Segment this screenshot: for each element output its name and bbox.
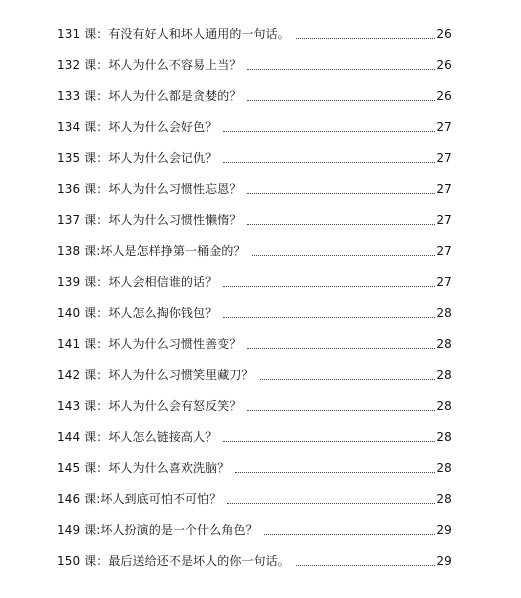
- toc-entry[interactable]: [57, 85, 452, 107]
- toc-entry[interactable]: [57, 271, 452, 293]
- dot-leader: [247, 193, 435, 194]
- toc-entry[interactable]: [57, 550, 452, 572]
- toc-entry-title: 143 课：坏人为什么会有怒反笑？: [57, 399, 242, 413]
- dot-leader: [247, 224, 435, 225]
- toc-entry-page: 28: [436, 306, 452, 320]
- dot-leader: [247, 69, 435, 70]
- toc-entry-title: 150 课：最后送给还不是坏人的你一句话。: [57, 554, 290, 568]
- toc-entry-title: 141 课：坏人为什么习惯性善变？: [57, 337, 242, 351]
- toc-entry-page: 28: [436, 492, 452, 506]
- toc-entry-title: 146 课:坏人到底可怕不可怕？: [57, 492, 222, 506]
- toc-entry[interactable]: [57, 147, 452, 169]
- toc-entry-title: 142 课：坏人为什么习惯笑里藏刀？: [57, 368, 254, 382]
- dot-leader: [260, 379, 436, 380]
- toc-entry[interactable]: [57, 426, 452, 448]
- toc-entry-page: 27: [436, 182, 452, 196]
- toc-entry[interactable]: [57, 488, 452, 510]
- toc-entry-title: 132 课：坏人为什么不容易上当？: [57, 58, 242, 72]
- toc-entry[interactable]: [57, 519, 452, 541]
- toc-entry-page: 27: [436, 275, 452, 289]
- dot-leader: [223, 162, 435, 163]
- toc-entry[interactable]: [57, 240, 452, 262]
- toc-entry-page: 27: [436, 213, 452, 227]
- toc-entry-page: 26: [436, 89, 452, 103]
- toc-entry-title: 133 课：坏人为什么都是贪婪的？: [57, 89, 242, 103]
- toc-entry[interactable]: [57, 395, 452, 417]
- toc-entry-page: 27: [436, 244, 452, 258]
- toc-entry[interactable]: [57, 116, 452, 138]
- toc-entry[interactable]: [57, 333, 452, 355]
- toc-entry-page: 28: [436, 368, 452, 382]
- toc-entry-page: 28: [436, 461, 452, 475]
- toc-entry-page: 29: [436, 523, 452, 537]
- dot-leader: [223, 286, 435, 287]
- toc-entry-title: 136 课：坏人为什么习惯性忘恩？: [57, 182, 242, 196]
- toc-entry-page: 26: [436, 27, 452, 41]
- toc-entry-title: 138 课:坏人是怎样挣第一桶金的？: [57, 244, 246, 258]
- dot-leader: [252, 255, 436, 256]
- dot-leader: [296, 565, 436, 566]
- toc-entry-page: 26: [436, 58, 452, 72]
- toc-entry-page: 28: [436, 399, 452, 413]
- toc-entry[interactable]: [57, 178, 452, 200]
- dot-leader: [247, 348, 435, 349]
- toc-entry[interactable]: [57, 457, 452, 479]
- toc-entry-page: 28: [436, 430, 452, 444]
- dot-leader: [296, 38, 436, 39]
- toc-entry-title: 144 课：坏人怎么链接高人？: [57, 430, 218, 444]
- dot-leader: [247, 100, 435, 101]
- toc-entry-page: 28: [436, 337, 452, 351]
- toc-entry[interactable]: [57, 54, 452, 76]
- dot-leader: [235, 472, 435, 473]
- toc-entry-page: 27: [436, 151, 452, 165]
- dot-leader: [264, 534, 436, 535]
- toc-entry[interactable]: [57, 23, 452, 45]
- toc-entry-title: 149 课:坏人扮演的是一个什么角色？: [57, 523, 258, 537]
- toc-entry-title: 137 课：坏人为什么习惯性懒惰？: [57, 213, 242, 227]
- toc-entry[interactable]: [57, 209, 452, 231]
- toc-entry-title: 135 课：坏人为什么会记仇？: [57, 151, 218, 165]
- toc-entry[interactable]: [57, 364, 452, 386]
- dot-leader: [223, 441, 435, 442]
- dot-leader: [227, 503, 435, 504]
- toc-entry-title: 134 课：坏人为什么会好色？: [57, 120, 218, 134]
- dot-leader: [223, 131, 435, 132]
- toc-entry-title: 140 课：坏人怎么掏你钱包？: [57, 306, 218, 320]
- toc-entry[interactable]: [57, 302, 452, 324]
- toc-entry-title: 145 课：坏人为什么喜欢洗脑？: [57, 461, 230, 475]
- toc-entry-page: 29: [436, 554, 452, 568]
- dot-leader: [223, 317, 435, 318]
- toc-entry-title: 131 课：有没有好人和坏人通用的一句话。: [57, 27, 290, 41]
- dot-leader: [247, 410, 435, 411]
- toc-entry-page: 27: [436, 120, 452, 134]
- toc-entry-title: 139 课：坏人会相信谁的话？: [57, 275, 218, 289]
